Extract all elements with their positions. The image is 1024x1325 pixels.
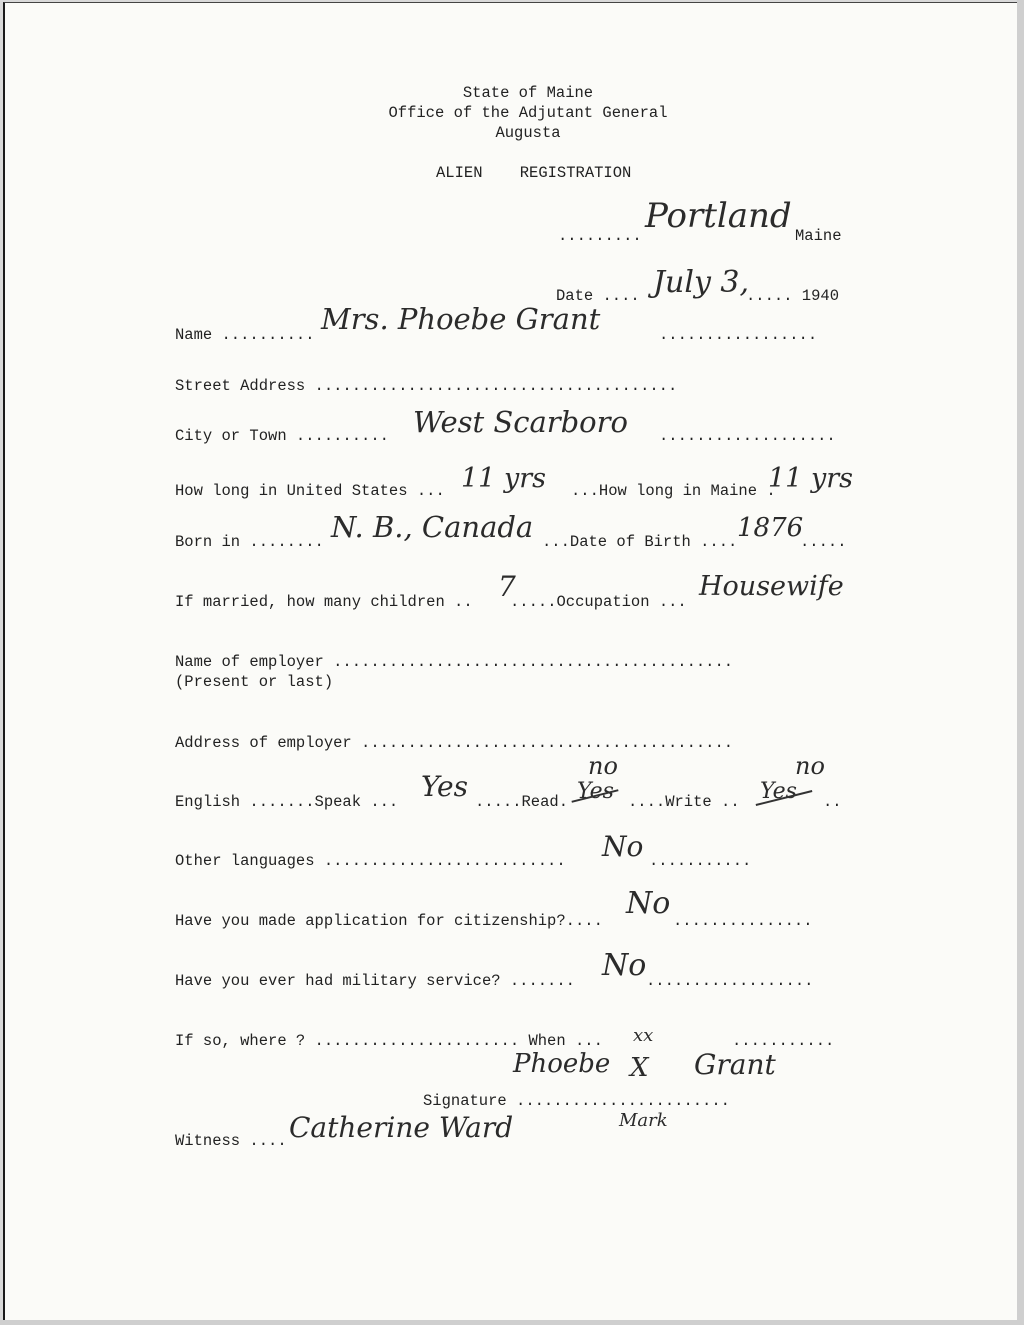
name-after: ................. — [659, 326, 818, 344]
employer-address-label: Address of employer ........................................ — [175, 734, 734, 752]
date-label: Date .... — [556, 287, 640, 305]
citizenship-after: ............... — [673, 912, 813, 930]
employer-name-sublabel: (Present or last) — [175, 673, 334, 691]
how-long-maine-value: 11 yrs — [768, 463, 853, 494]
signature-label: Signature ....................... — [423, 1092, 730, 1110]
other-languages-label: Other languages .......................... — [175, 852, 566, 870]
place-value: Portland — [645, 196, 792, 236]
english-after: .. — [823, 793, 842, 811]
witness-value: Catherine Ward — [289, 1111, 514, 1144]
born-in-label: Born in ........ — [175, 533, 324, 551]
if-so-after: ........... — [732, 1032, 835, 1050]
english-read-label: .....Read. — [475, 793, 569, 811]
citizenship-label: Have you made application for citizenship?.... — [175, 912, 603, 930]
header-office: Office of the Adjutant General — [388, 104, 668, 122]
signature-mark: X — [630, 1053, 649, 1083]
place-dots: ......... — [558, 227, 642, 245]
how-long-us-value: 11 yrs — [461, 463, 546, 494]
witness-label: Witness .... — [175, 1132, 287, 1150]
citizenship-value: No — [626, 886, 671, 921]
place-suffix: Maine — [795, 227, 842, 245]
other-languages-value: No — [602, 830, 644, 863]
english-read-correction: no — [588, 752, 618, 780]
signature-mark-label: Mark — [619, 1110, 668, 1131]
english-speak-value: Yes — [421, 770, 468, 803]
how-long-maine-label: ...How long in Maine . — [571, 482, 776, 500]
children-label: If married, how many children .. — [175, 593, 473, 611]
employer-name-label: Name of employer ........................................... — [175, 653, 734, 671]
signature-first: Phoebe — [513, 1049, 611, 1079]
header-state: State of Maine — [462, 84, 594, 102]
scan-bottom-edge — [0, 1320, 1024, 1325]
city-label: City or Town .......... — [175, 427, 389, 445]
english-label: English .......Speak ... — [175, 793, 399, 811]
military-label: Have you ever had military service? ....... — [175, 972, 575, 990]
header-city: Augusta — [495, 124, 561, 142]
if-so-label: If so, where ? ...................... When ... — [175, 1032, 603, 1050]
children-value: 7 — [498, 570, 516, 603]
name-label: Name .......... — [175, 326, 315, 344]
date-after: ..... 1940 — [746, 287, 840, 305]
signature-last: Grant — [694, 1048, 776, 1081]
street-address-label: Street Address ....................................... — [175, 377, 678, 395]
scan-edge — [1017, 0, 1024, 1325]
military-value: No — [602, 948, 647, 983]
military-after: .................. — [646, 972, 814, 990]
if-so-value: xx — [633, 1025, 654, 1046]
date-of-birth-value: 1876 — [737, 513, 804, 543]
registration-form-page — [3, 2, 1019, 1321]
city-value: West Scarboro — [413, 405, 628, 439]
name-value: Mrs. Phoebe Grant — [321, 302, 601, 336]
date-value: July 3, — [653, 265, 750, 300]
born-in-value: N. B., Canada — [331, 510, 534, 544]
english-write-correction: no — [795, 752, 825, 780]
date-of-birth-after: ..... — [800, 533, 847, 551]
english-write-original: Yes — [760, 779, 797, 804]
city-after: ................... — [659, 427, 836, 445]
other-languages-after: ........... — [649, 852, 752, 870]
occupation-label: .....Occupation ... — [510, 593, 687, 611]
occupation-value: Housewife — [699, 571, 844, 602]
how-long-us-label: How long in United States ... — [175, 482, 445, 500]
english-read-original: Yes — [577, 779, 614, 804]
form-title: ALIEN REGISTRATION — [436, 164, 632, 182]
english-write-label: ....Write .. — [628, 793, 740, 811]
date-of-birth-label: ...Date of Birth .... — [542, 533, 738, 551]
